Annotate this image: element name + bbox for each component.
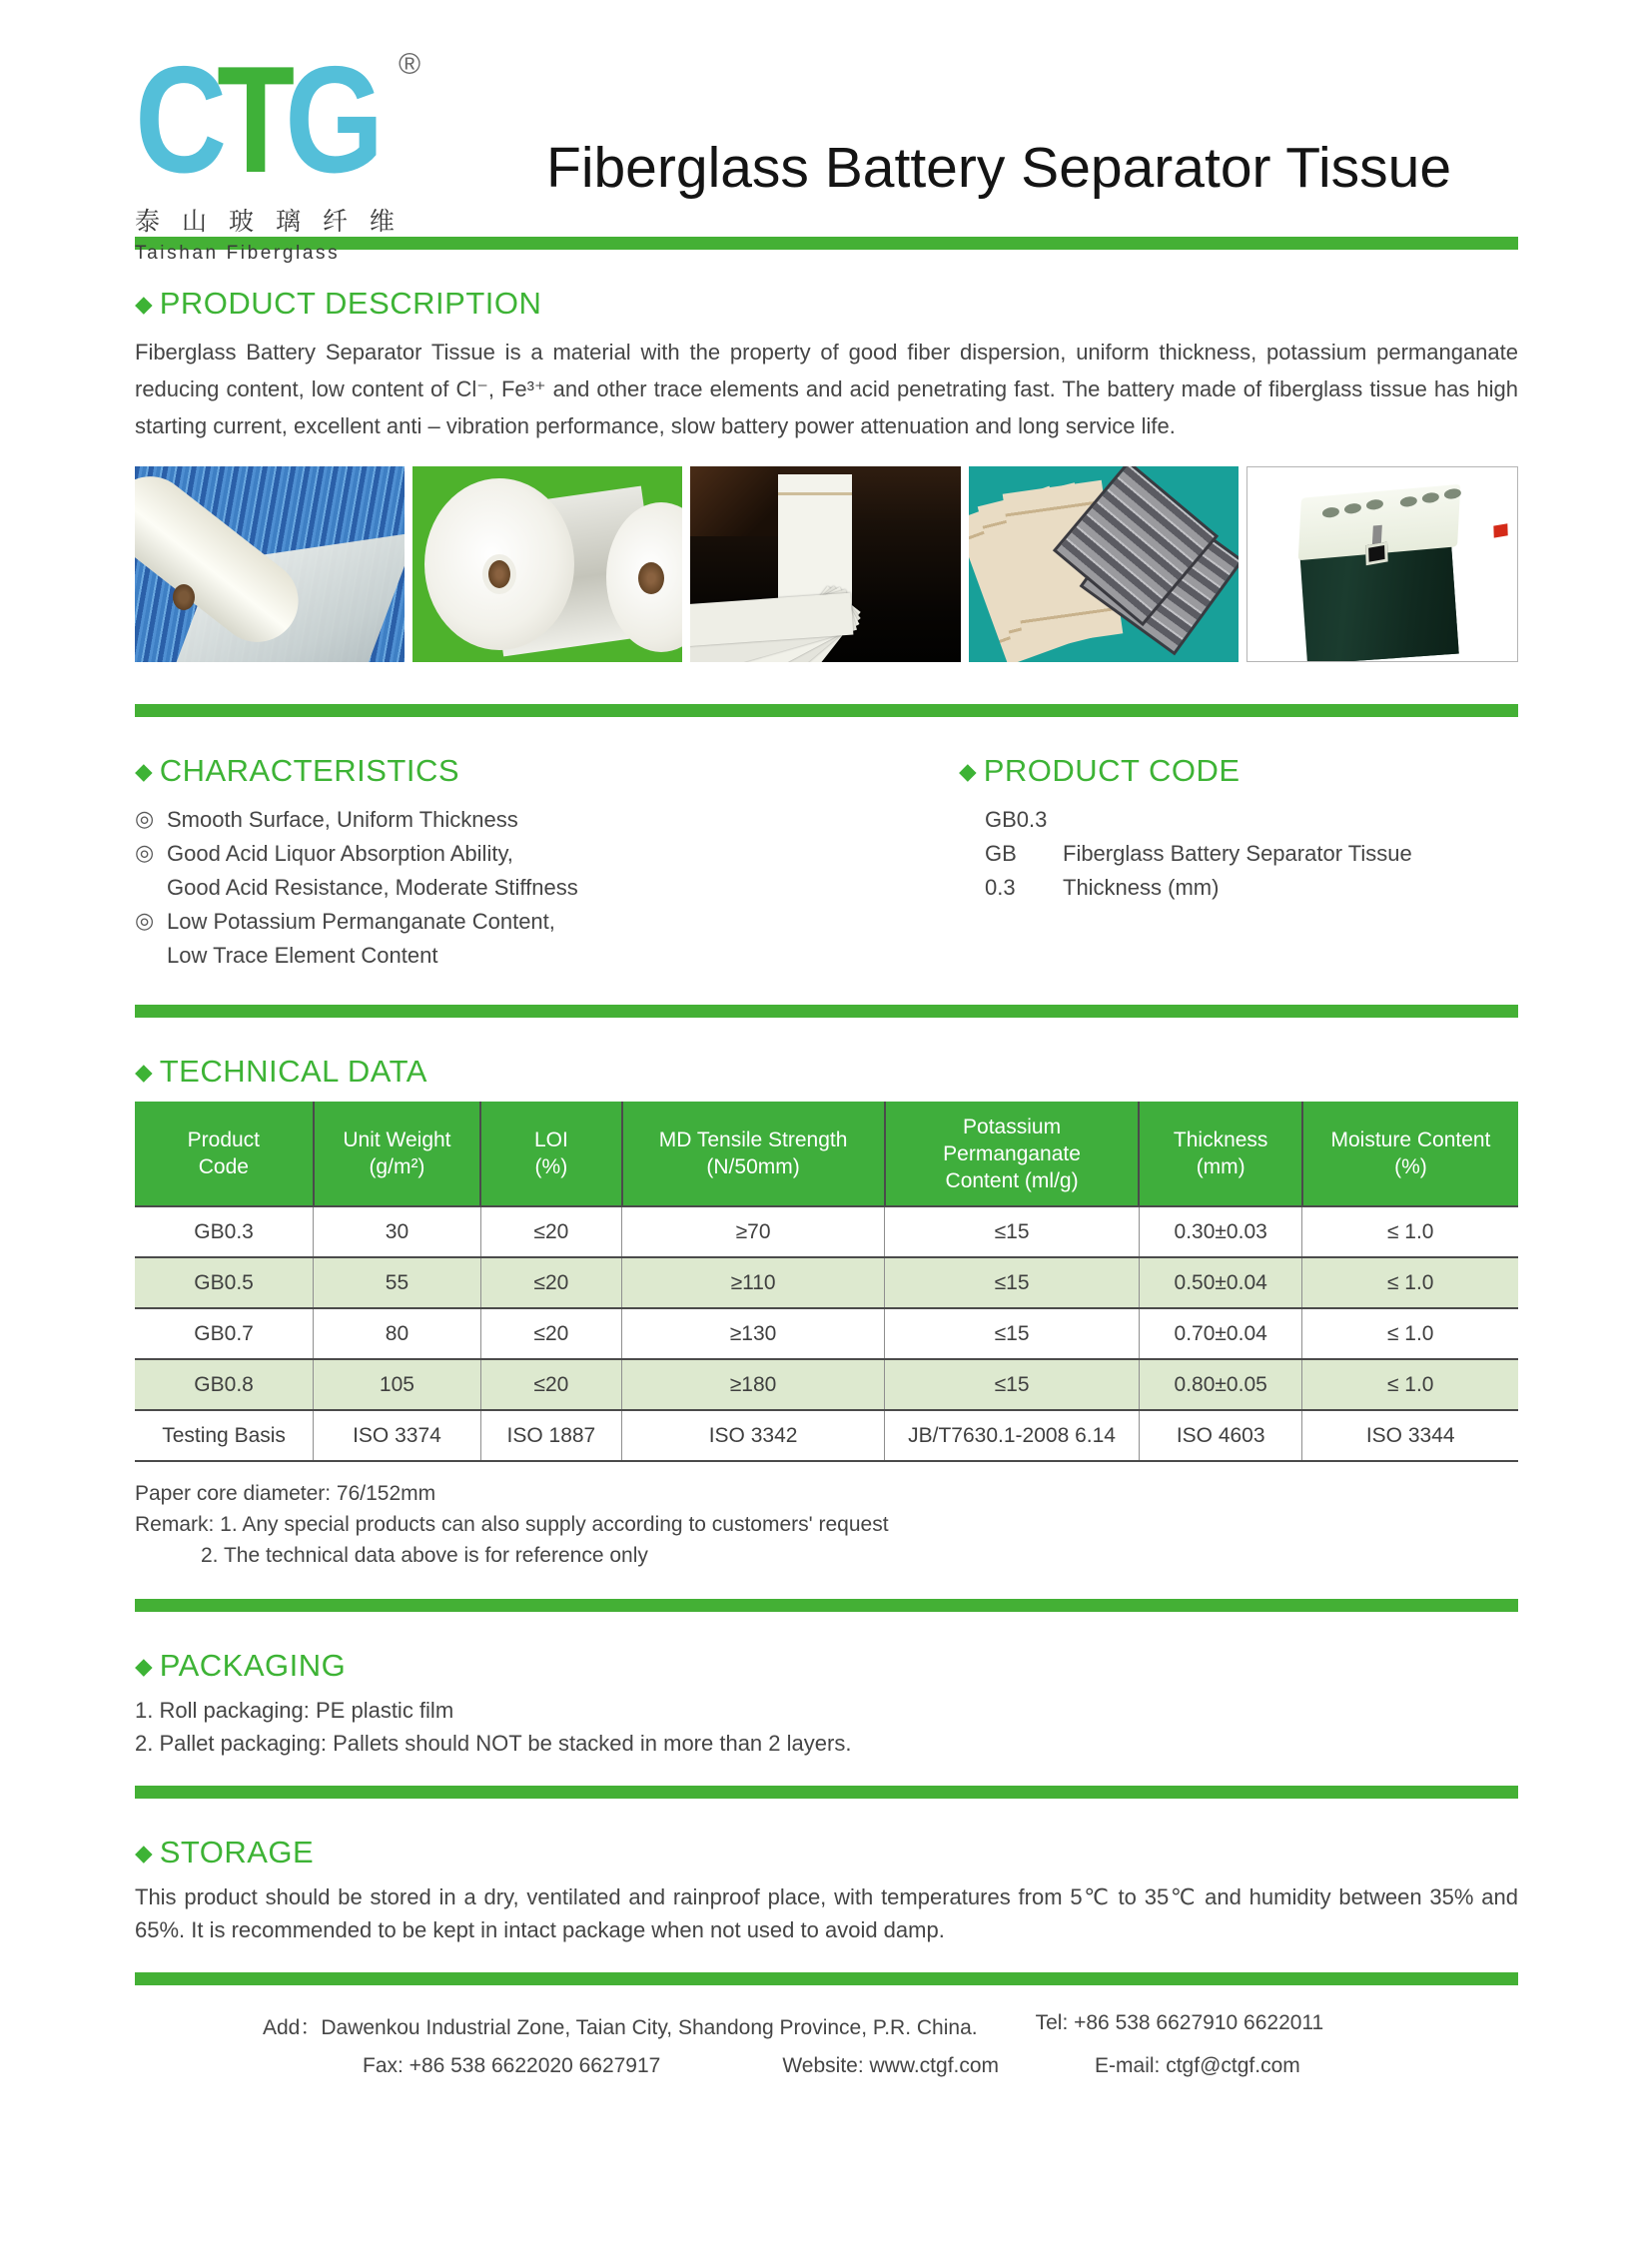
column-header: LOI (%) [480,1102,621,1206]
double-circle-bullet-icon: ◎ [135,807,155,832]
column-header: Potassium Permanganate Content (ml/g) [885,1102,1140,1206]
packaging-heading [135,1648,1518,1684]
battery-vent-cap [1344,502,1361,514]
page-footer [135,2011,1518,2078]
photo-separator-sheets-on-teal [969,466,1239,662]
battery-vent-cap [1322,506,1339,518]
note-remark-2: 2. The technical data above is for reference only [201,1544,648,1567]
photo-battery [1246,466,1518,662]
footer-address: Add：Dawenkou Industrial Zone, Taian City, Shandong Province, P.R. China. [263,2016,978,2039]
logo-cn-char: 璃 [275,207,301,236]
diamond-bullet-icon: ◆ [959,758,977,785]
table-cell: ≤20 [480,1206,621,1257]
diamond-bullet-icon: ◆ [135,1059,153,1086]
table-cell: ≤15 [885,1359,1140,1410]
footer-line-2 [135,2054,1518,2078]
ctg-logo [135,35,434,265]
table-cell: ≤20 [480,1359,621,1410]
roll-core-shape [482,554,516,594]
diamond-bullet-icon: ◆ [135,291,153,318]
logo-cn-char: 玻 [228,207,254,236]
heading-text: PRODUCT CODE [983,753,1240,788]
table-cell: 0.80±0.05 [1139,1359,1301,1410]
double-circle-bullet-icon: ◎ [135,909,155,934]
footer-tel: Tel: +86 538 6627910 6622011 [1035,2011,1324,2034]
heading-text: STORAGE [159,1835,315,1869]
section-divider [135,1005,1518,1018]
note-paper-core: Paper core diameter: 76/152mm [135,1482,436,1505]
battery-vent-cap [1421,492,1438,504]
code-value: Fiberglass Battery Separator Tissue [1063,841,1412,866]
logo-chinese-name [135,202,395,238]
battery-vent-cap [1399,496,1416,508]
section-divider [135,1599,1518,1612]
list-item-text: Good Acid Resistance, Moderate Stiffness [167,875,578,900]
code-value: Thickness (mm) [1063,875,1220,900]
heading-text: CHARACTERISTICS [159,753,460,788]
footer-website: Website: www.ctgf.com [782,2054,1000,2077]
table-row [135,1257,1518,1308]
registered-trademark-icon: ® [399,48,421,81]
note-remark-1: Remark: 1. Any special products can also supply according to customers' request [135,1513,889,1536]
section-divider [135,704,1518,717]
storage-body: This product should be stored in a dry, ventilated and rainproof place, with temperatures from 5℃ to 35℃ and humidity between 35% and 65%. It is recommended to be kept in intact package when not used to avoid damp. [135,1884,1518,1942]
table-row [135,1359,1518,1410]
list-item [135,871,959,905]
characteristics-heading [135,753,959,789]
product-description-heading [135,286,1518,322]
characteristics-list [135,803,959,973]
table-cell: 105 [314,1359,481,1410]
table-cell: ≤ 1.0 [1302,1359,1518,1410]
table-cell: ≤15 [885,1308,1140,1359]
table-cell: 80 [314,1308,481,1359]
column-header: Thickness (mm) [1139,1102,1301,1206]
code-key: GB [985,841,1017,866]
characteristics-productcode-row [135,717,1518,973]
list-item-text: Low Potassium Permanganate Content, [167,909,555,934]
table-header-row [135,1102,1518,1206]
table-cell: ≤15 [885,1206,1140,1257]
footer-spacer [978,2011,1036,2041]
battery-red-terminal [1493,523,1507,537]
technical-data-table [135,1102,1518,1462]
product-description-body: Fiberglass Battery Separator Tissue is a material with the property of good fiber dispersion, uniform thickness, potassium permanganate reducing content, low content of Cl⁻, Fe³⁺ and other trace elements and acid penetrating fast. The battery made of fiberglass tissue has high starting current, excellent anti – vibration performance, slow battery power attenuation and long service life. [135,340,1518,438]
list-item: 1. Roll packaging: PE plastic film [135,1698,454,1723]
background-shape [690,466,780,536]
list-item [135,837,959,871]
logo-english-name: Taishan Fiberglass [135,243,341,264]
bullet-spacer [135,871,167,905]
column-header: Unit Weight (g/m²) [314,1102,481,1206]
table-cell: ≥110 [622,1257,885,1308]
logo-letter-c: C [135,35,218,205]
table-cell: ≥180 [622,1359,885,1410]
table-cell: ≤ 1.0 [1302,1206,1518,1257]
product-code-row [985,837,1518,871]
column-header: MD Tensile Strength (N/50mm) [622,1102,885,1206]
list-item [135,905,959,939]
code-key: 0.3 [985,875,1016,900]
list-item [135,939,959,973]
table-cell: ≤20 [480,1308,621,1359]
list-item-text: Smooth Surface, Uniform Thickness [167,807,518,832]
heading-text: TECHNICAL DATA [159,1054,427,1089]
logo-cn-char: 纤 [322,207,348,236]
characteristics-section [135,717,959,973]
table-cell: 55 [314,1257,481,1308]
logo-letter-t: T [217,35,286,205]
table-cell: 0.70±0.04 [1139,1308,1301,1359]
table-cell: ≤ 1.0 [1302,1308,1518,1359]
table-row [135,1308,1518,1359]
table-cell: GB0.7 [135,1308,314,1359]
logo-cn-char: 山 [181,207,207,236]
section-divider [135,1786,1518,1799]
bullet-spacer [135,939,167,973]
technical-notes [135,1478,1518,1571]
footer-spacer [660,2054,782,2078]
battery-vent-cap [1443,488,1460,500]
table-cell: ≥130 [622,1308,885,1359]
technical-data-heading [135,1054,1518,1090]
table-cell: ISO 1887 [480,1410,621,1461]
photo-tissue-rolls-on-green [413,466,682,662]
battery-vent-cap [1366,499,1383,511]
product-code-row [985,871,1518,905]
table-cell: GB0.5 [135,1257,314,1308]
table-row [135,1206,1518,1257]
footer-spacer [999,2054,1095,2078]
page-title: Fiberglass Battery Separator Tissue [546,136,1452,200]
table-cell: ISO 3374 [314,1410,481,1461]
list-item [135,803,959,837]
heading-text: PACKAGING [159,1648,347,1683]
product-code-heading [959,753,1518,789]
list-item-text: Good Acid Liquor Absorption Ability, [167,841,513,866]
table-cell: GB0.3 [135,1206,314,1257]
list-item-text: Low Trace Element Content [167,943,438,968]
footer-line-1 [135,2011,1518,2041]
table-cell: ISO 3342 [622,1410,885,1461]
battery-terminal [1365,541,1388,565]
column-header: Moisture Content (%) [1302,1102,1518,1206]
table-cell: GB0.8 [135,1359,314,1410]
table-cell: 0.50±0.04 [1139,1257,1301,1308]
diamond-bullet-icon: ◆ [135,758,153,785]
logo-letter-g: G [285,35,375,205]
diamond-bullet-icon: ◆ [135,1840,153,1867]
table-cell: ≤ 1.0 [1302,1257,1518,1308]
logo-cn-char: 泰 [135,207,161,236]
table-cell: ≤20 [480,1257,621,1308]
packaging-list [135,1694,1518,1760]
table-cell: 0.30±0.03 [1139,1206,1301,1257]
column-header: Product Code [135,1102,314,1206]
product-code-example: GB0.3 [985,807,1048,832]
double-circle-bullet-icon: ◎ [135,841,155,866]
table-cell: ISO 4603 [1139,1410,1301,1461]
list-item: 2. Pallet packaging: Pallets should NOT be stacked in more than 2 layers. [135,1731,852,1756]
product-code-block [959,803,1518,905]
table-cell: ≤15 [885,1257,1140,1308]
page [135,0,1518,2078]
photo-tissue-roll-on-blue [135,466,405,662]
table-row-testing-basis [135,1410,1518,1461]
diamond-bullet-icon: ◆ [135,1653,153,1680]
product-photo-strip [135,466,1518,662]
logo-cn-char: 维 [369,207,395,236]
heading-text: PRODUCT DESCRIPTION [159,286,542,321]
page-header [135,0,1518,264]
photo-tissue-strips-on-dark [690,466,960,662]
table-cell: Testing Basis [135,1410,314,1461]
footer-fax: Fax: +86 538 6622020 6627917 [363,2054,661,2077]
footer-email: E-mail: ctgf@ctgf.com [1095,2054,1300,2077]
ctg-logo-letters [135,35,387,205]
storage-heading [135,1835,1518,1870]
table-cell: JB/T7630.1-2008 6.14 [885,1410,1140,1461]
title-wrap [546,135,1451,201]
section-divider [135,1972,1518,1985]
table-cell: ≥70 [622,1206,885,1257]
table-cell: ISO 3344 [1302,1410,1518,1461]
roll-core-shape [173,584,195,610]
table-cell: 30 [314,1206,481,1257]
product-code-section [959,717,1518,973]
